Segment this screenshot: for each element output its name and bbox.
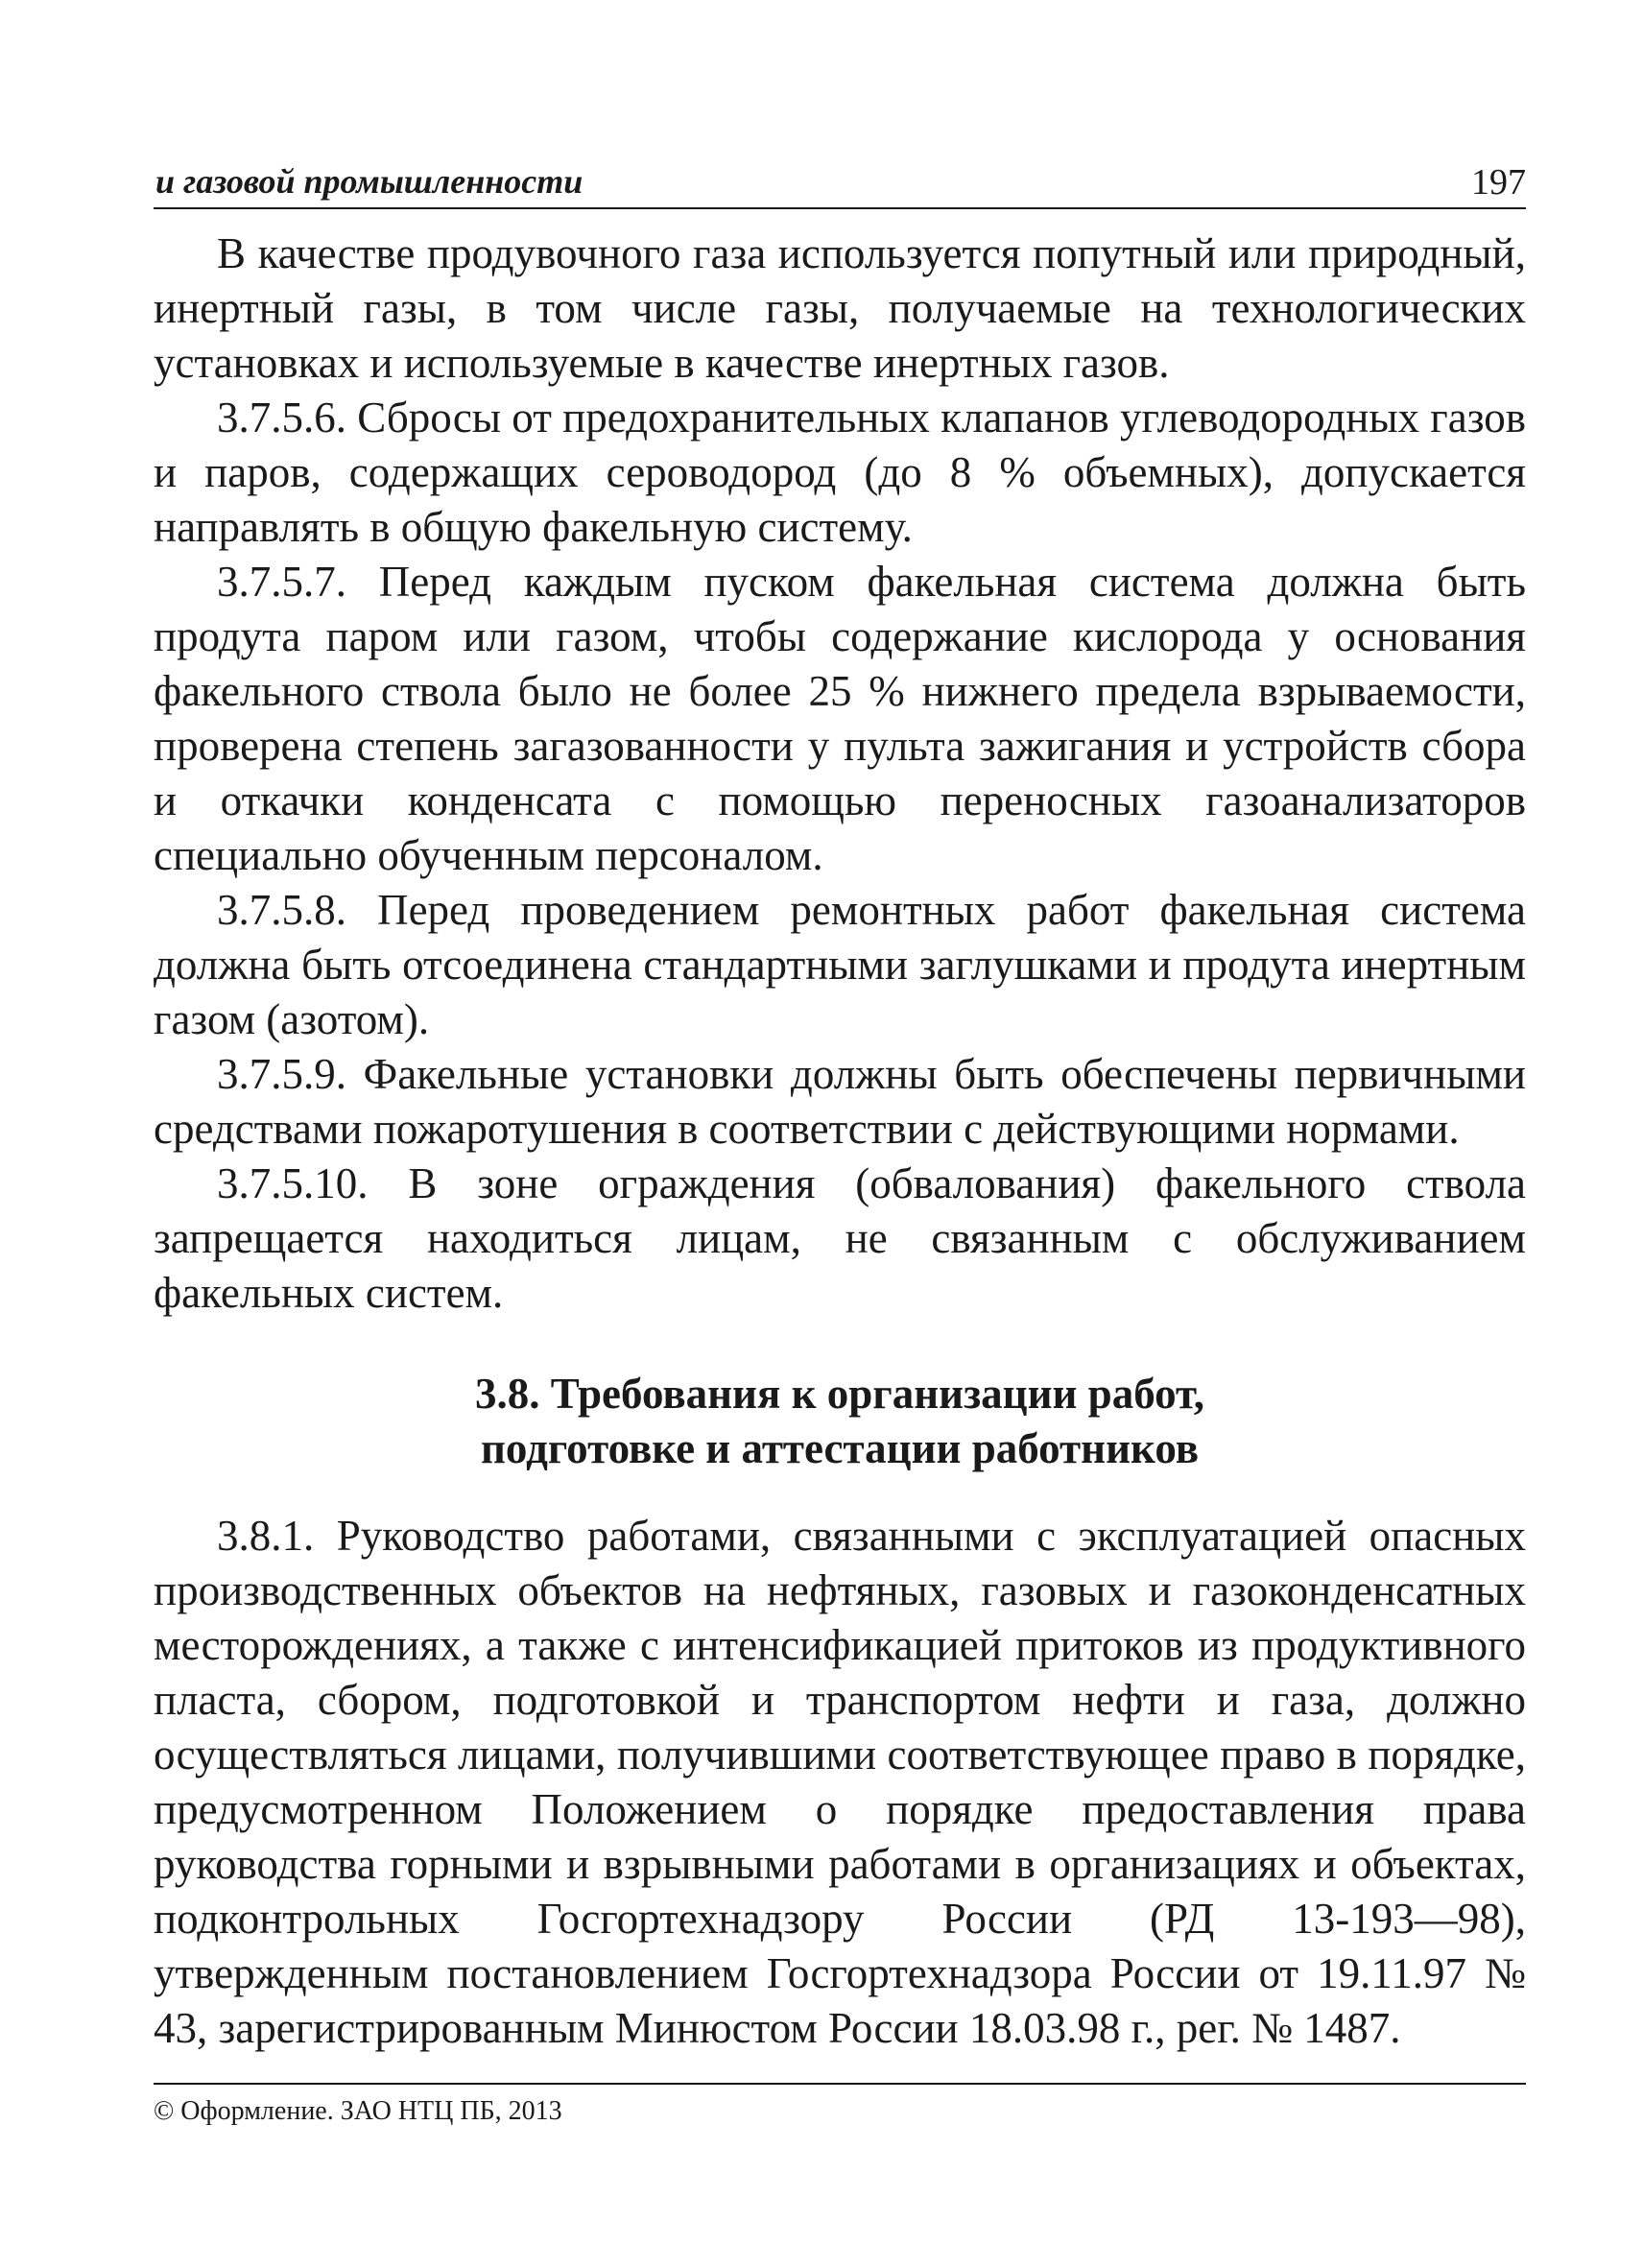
paragraph-3-7-5-8: 3.7.5.8. Перед проведением ремонтных работ факельная система должна быть отсоединена стандартными заглушками и продута инертным газом (азотом). (154, 886, 1526, 1043)
copyright-notice: © Оформление. ЗАО НТЦ ПБ, 2013 (154, 2096, 562, 2126)
paragraph-3-7-5-7: 3.7.5.7. Перед каждым пуском факельная система должна быть продута паром или газом, чтобы содержание кислорода у основания факельного ствола было не более 25 % нижнего предела взрываемости, проверена степень загазованности у пульта зажигания и устройств сбора и откачки конденсата с помощью переносных газоанализаторов специально обученным персоналом. (154, 558, 1526, 879)
paragraph-3-7-5-9: 3.7.5.9. Факельные установки должны быть обеспечены первичными средствами пожаротушения в соответствии с действующими нормами. (154, 1050, 1526, 1153)
section-heading-line-1: 3.8. Требования к организации работ, (474, 1370, 1204, 1418)
document-page (154, 154, 1526, 2056)
paragraph-3-7-5-6: 3.7.5.6. Сбросы от предохранительных клапанов углеводородных газов и паров, содержащих сероводород (до 8 % объемных), допускается направлять в общую факельную систему. (154, 394, 1526, 551)
running-header (154, 154, 1526, 209)
paragraph-purge-gas: В качестве продувочного газа используется попутный или природный, инертный газы, в том числе газы, получаемые на технологических установках и используемые в качестве инертных газов. (154, 229, 1526, 387)
paragraph-3-7-5-10: 3.7.5.10. В зоне ограждения (обвалования) факельного ствола запрещается находиться лицам, не связанным с обслуживанием факельных систем. (154, 1159, 1526, 1317)
page-footer (154, 2083, 1526, 2127)
body-text (154, 227, 1526, 2056)
section-heading-3-8 (154, 1367, 1526, 1476)
paragraph-3-8-1: 3.8.1. Руководство работами, связанными с эксплуатацией опасных производственных объектов на нефтяных, газовых и газоконденсатных месторождениях, а также с интенсификацией притоков из продуктивного пласта, сбором, подготовкой и транспортом нефти и газа, должно осуществляться лицами, получившими соответствующее право в порядке, предусмотренном Положением о порядке предоставления права руководства горными и взрывными работами в организациях и объектах, подконтрольных Госгортехнадзору России (РД 13-193—98), утвержденным постановлением Госгортехнадзора России от 19.11.97 № 43, зарегистрированным Минюстом России 18.03.98 г., рег. № 1487. (154, 1512, 1526, 2052)
page-number: 197 (1471, 162, 1526, 203)
section-heading-line-2: подготовке и аттестации работников (480, 1424, 1200, 1472)
running-title: и газовой промышленности (155, 162, 583, 201)
